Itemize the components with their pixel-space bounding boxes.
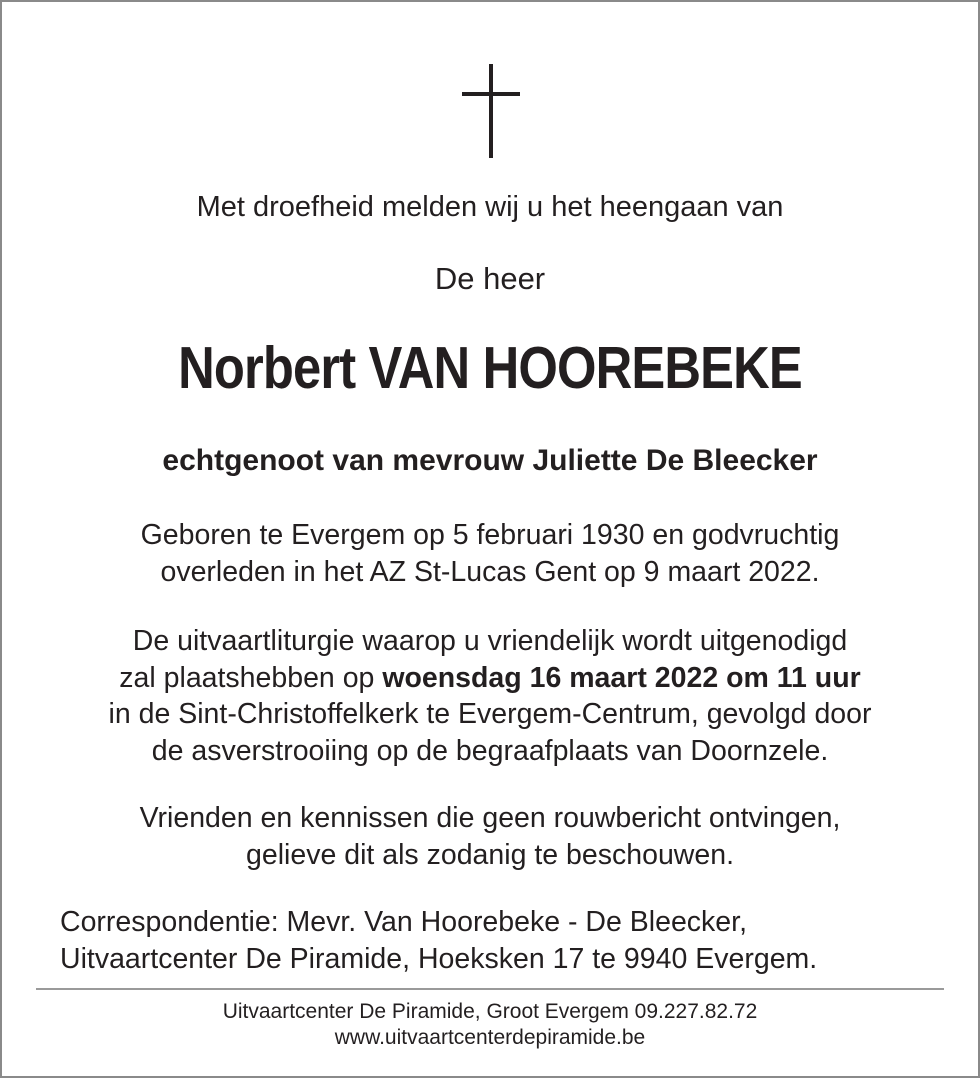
birth-line: Geboren te Evergem op 5 februari 1930 en godvruchtig	[140, 519, 840, 551]
funeral-date-time: woensdag 16 maart 2022 om 11 uur	[382, 661, 861, 694]
deceased-name: Norbert VAN HOOREBEKE	[178, 335, 802, 401]
footer-divider	[36, 988, 944, 990]
birth-death-paragraph	[0, 517, 980, 590]
funeral-line-2	[0, 660, 980, 697]
funeral-paragraph	[0, 623, 980, 769]
footer-company: Uitvaartcenter De Piramide, Groot Evergem 09.227.82.72	[222, 1000, 758, 1023]
footer	[0, 999, 980, 1051]
correspondence-line-2: Uitvaartcenter De Piramide, Hoeksken 17 te 9940 Evergem.	[60, 943, 818, 975]
death-line: overleden in het AZ St-Lucas Gent op 9 maart 2022.	[160, 555, 820, 588]
cross-vertical-bar	[489, 64, 493, 158]
correspondence-line-1: Correspondentie: Mevr. Van Hoorebeke - De Bleecker,	[60, 906, 747, 938]
cross-horizontal-bar	[462, 92, 520, 96]
honorific: De heer	[434, 261, 546, 296]
intro-text: Met droefheid melden wij u het heengaan van	[196, 191, 784, 223]
funeral-line-1: De uitvaartliturgie waarop u vriendelijk wordt uitgenodigd	[132, 625, 848, 657]
correspondence-block	[60, 904, 817, 978]
friends-line-1: Vrienden en kennissen die geen rouwbericht ontvingen,	[139, 802, 841, 834]
cross-icon	[462, 64, 520, 158]
funeral-line-2-prefix: zal plaatshebben op	[119, 661, 383, 694]
funeral-line-3: in de Sint-Christoffelkerk te Evergem-Centrum, gevolgd door	[108, 698, 872, 730]
spouse-line: echtgenoot van mevrouw Juliette De Bleecker	[162, 444, 818, 477]
funeral-line-4: de asverstrooiing op de begraafplaats van Doornzele.	[151, 734, 829, 767]
friends-paragraph	[0, 800, 980, 873]
friends-line-2: gelieve dit als zodanig te beschouwen.	[246, 838, 734, 871]
footer-website: www.uitvaartcenterdepiramide.be	[334, 1026, 646, 1049]
